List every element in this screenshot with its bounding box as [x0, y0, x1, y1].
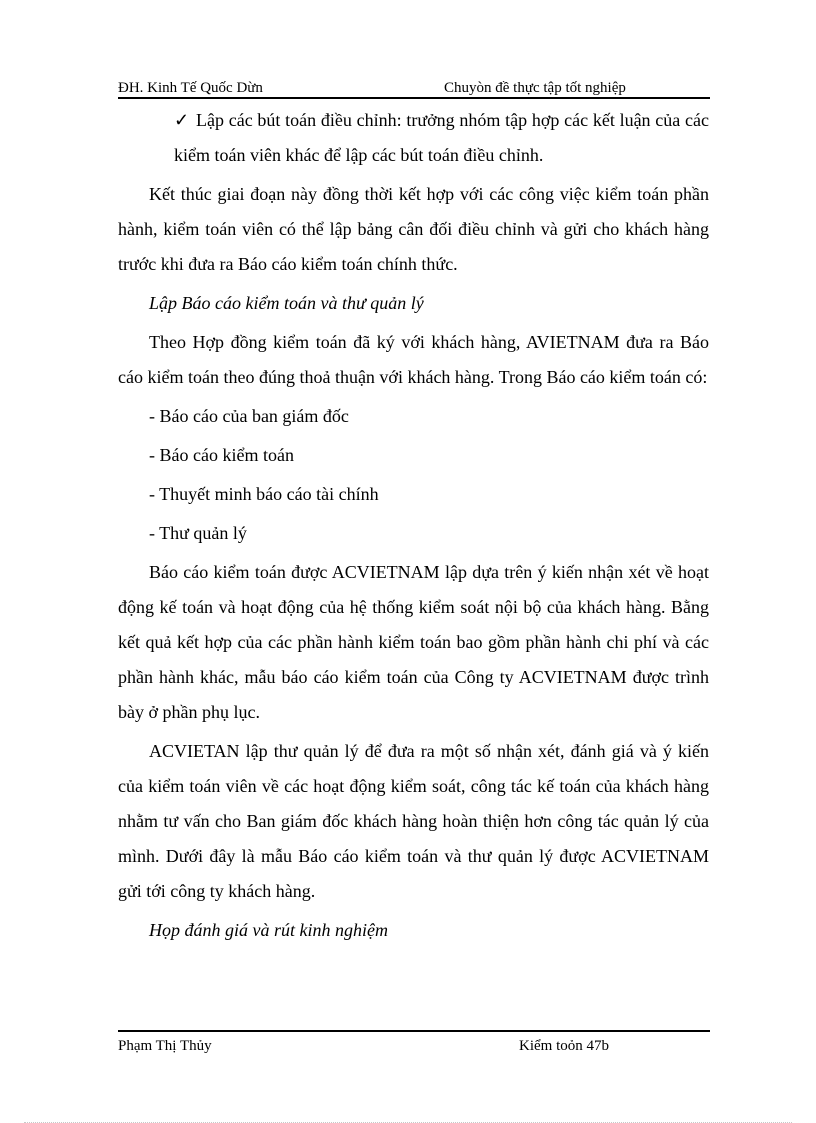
footer-class: Kiểm toỏn 47b: [519, 1038, 609, 1054]
list-item: - Thuyết minh báo cáo tài chính: [149, 484, 379, 504]
section-heading-report: Lập Báo cáo kiểm toán và thư quản lý: [149, 293, 424, 313]
paragraph-3: Báo cáo kiểm toán được ACVIETNAM lập dựa trên ý kiến nhận xét về hoạt động kế toán và hoạt động của hệ thống kiểm soát nội bộ của khách hàng. Bằng kết quả kết hợp của các phần hành kiểm toán bao gồm phần hành chi phí và các phần hành khác, mẫu báo cáo kiểm toán của Công ty ACVIETNAM được trình bày ở phần phụ lục.: [118, 562, 709, 722]
document-body: [118, 103, 709, 948]
paragraph-1: Kết thúc giai đoạn này đồng thời kết hợp với các công việc kiểm toán phần hành, kiểm toán viên có thể lập bảng cân đối điều chỉnh và gửi cho khách hàng trước khi đưa ra Báo cáo kiểm toán chính thức.: [118, 184, 709, 274]
check-list-item: [118, 103, 709, 173]
footer-author: Phạm Thị Thủy: [118, 1038, 212, 1054]
list-item: - Báo cáo kiểm toán: [149, 445, 294, 465]
page-header: [118, 79, 710, 99]
paragraph-2: Theo Hợp đồng kiểm toán đã ký với khách hàng, AVIETNAM đưa ra Báo cáo kiểm toán theo đúng thoả thuận với khách hàng. Trong Báo cáo kiểm toán có:: [118, 332, 709, 387]
paragraph-4: ACVIETAN lập thư quản lý để đưa ra một số nhận xét, đánh giá và ý kiến của kiểm toán viên về các hoạt động kiểm soát, công tác kế toán của khách hàng nhằm tư vấn cho Ban giám đốc khách hàng hoàn thiện hơn công tác quản lý của mình. Dưới đây là mẫu Báo cáo kiểm toán và thư quản lý được ACVIETNAM gửi tới công ty khách hàng.: [118, 741, 709, 901]
check-item-text: Lập các bút toán điều chỉnh: trưởng nhóm tập hợp các kết luận của các kiểm toán viên khác để lập các bút toán điều chỉnh.: [174, 110, 709, 165]
header-university: ĐH. Kinh Tế Quốc Dừn: [118, 80, 263, 96]
section-heading-review: Họp đánh giá và rút kinh nghiệm: [149, 920, 388, 940]
header-report-title: Chuyòn đề thực tập tốt nghiệp: [444, 80, 626, 96]
header-rule: [118, 97, 710, 99]
list-item: - Báo cáo của ban giám đốc: [149, 406, 349, 426]
footer-rule: [118, 1030, 710, 1032]
page-footer: [118, 1037, 710, 1057]
check-mark-icon: ✓: [174, 110, 190, 130]
list-item: - Thư quản lý: [149, 523, 247, 543]
